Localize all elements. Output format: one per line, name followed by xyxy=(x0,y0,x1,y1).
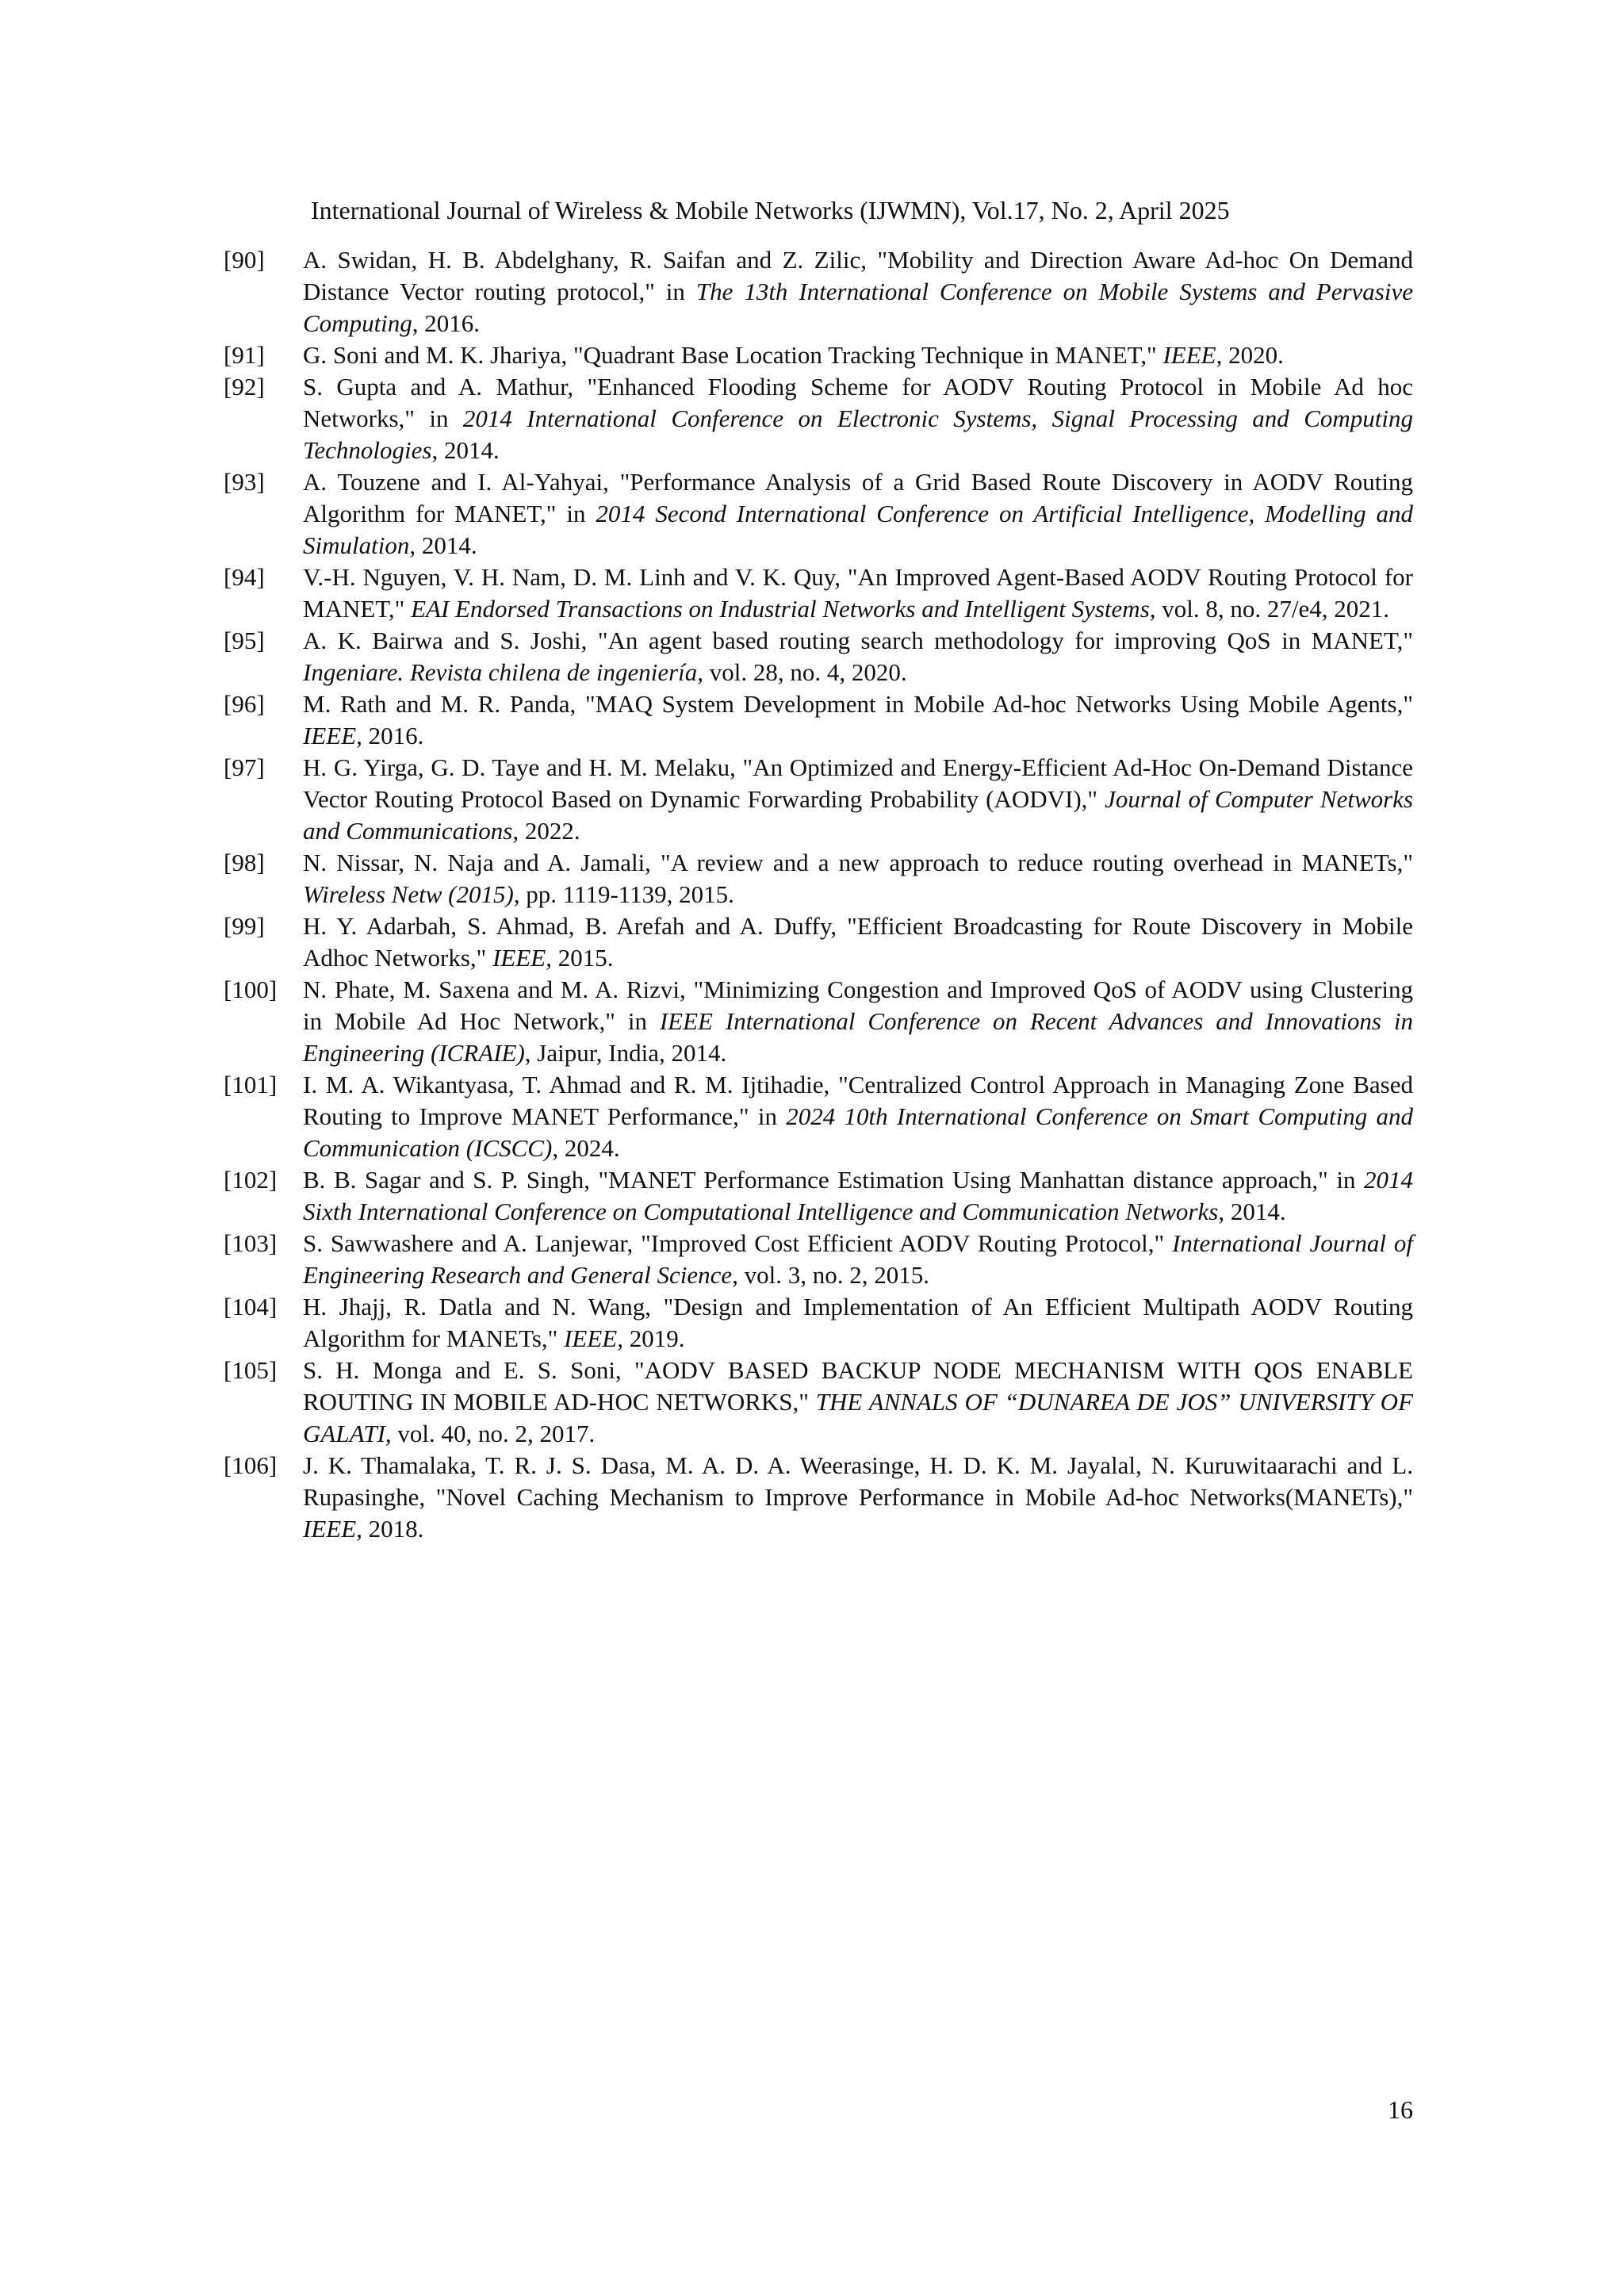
reference-text xyxy=(303,1228,1413,1291)
reference-entry xyxy=(224,562,1413,625)
reference-segment: 2022. xyxy=(519,817,580,845)
reference-entry xyxy=(224,1228,1413,1291)
reference-segment: 2015. xyxy=(551,944,614,972)
reference-number: [92] xyxy=(224,373,265,401)
reference-venue: Ingeniare. Revista chilena de ingeniería, xyxy=(303,658,704,686)
reference-number: [98] xyxy=(224,849,265,876)
reference-segment: S. Gupta and A. Mathur, "Enhanced Flooding Scheme for AODV Routing Protocol in Mobile Ad hoc Networks," in xyxy=(303,373,1413,432)
reference-entry xyxy=(224,466,1413,562)
reference-segment: vol. 8, no. 27/e4, 2021. xyxy=(1155,595,1390,623)
reference-segment: , 2014. xyxy=(409,531,477,559)
reference-venue: 2014 Sixth International Conference on Computational Intelligence and Communication Networks xyxy=(303,1166,1413,1225)
reference-number: [100] xyxy=(224,976,278,1003)
reference-segment: H. Jhajj, R. Datla and N. Wang, "Design and Implementation of An Efficient Multipath AODV Routing Algorithm for MANETs," xyxy=(303,1293,1413,1352)
reference-text xyxy=(303,1069,1413,1164)
reference-text xyxy=(303,752,1413,847)
reference-segment: H. Y. Adarbah, S. Ahmad, B. Arefah and A. Duffy, "Efficient Broadcasting for Route Discovery in Mobile Adhoc Networks," xyxy=(303,912,1413,972)
reference-number: [103] xyxy=(224,1229,278,1257)
reference-venue: Journal of Computer Networks and Communications, xyxy=(303,785,1414,845)
reference-segment: N. Nissar, N. Naja and A. Jamali, "A review and a new approach to reduce routing overhead in MANETs," xyxy=(303,849,1413,876)
reference-number: [94] xyxy=(224,563,265,591)
reference-venue: 2014 Second International Conference on Artificial Intelligence, Modelling and Simulation xyxy=(303,500,1413,559)
reference-segment: J. K. Thamalaka, T. R. J. S. Dasa, M. A. D. A. Weerasinge, H. D. K. M. Jayalal, N. Kuruwitaarachi and L. Rupasinghe, "Novel Caching Mechanism to Improve Performance in Mobile Ad-hoc Networks(MANETs)," xyxy=(303,1451,1413,1511)
reference-segment: A. K. Bairwa and S. Joshi, "An agent based routing search methodology for improving QoS in MANET," xyxy=(303,627,1413,654)
reference-number: [104] xyxy=(224,1293,278,1320)
reference-text xyxy=(303,625,1413,688)
reference-number: [96] xyxy=(224,690,265,718)
reference-number: [90] xyxy=(224,246,265,274)
reference-text xyxy=(303,1355,1413,1450)
reference-segment: , 2016. xyxy=(412,309,481,337)
reference-number: [102] xyxy=(224,1166,278,1194)
reference-segment: 2016. xyxy=(362,722,424,749)
reference-venue: IEEE International Conference on Recent Advances and Innovations in Engineering (ICRAIE) xyxy=(303,1007,1413,1067)
reference-venue: IEEE, xyxy=(303,1515,362,1543)
reference-entry xyxy=(224,1291,1413,1355)
reference-text xyxy=(303,688,1413,752)
reference-segment: 2020. xyxy=(1222,341,1284,369)
reference-venue: IEEE, xyxy=(564,1324,623,1352)
reference-segment: vol. 40, no. 2, 2017. xyxy=(391,1420,596,1447)
reference-segment: , 2014. xyxy=(1218,1198,1286,1225)
reference-number: [93] xyxy=(224,468,265,496)
reference-number: [101] xyxy=(224,1071,278,1098)
reference-venue: The 13th International Conference on Mobile Systems and Pervasive Computing xyxy=(303,278,1413,337)
reference-entry xyxy=(224,847,1413,910)
reference-text xyxy=(303,562,1413,625)
reference-segment: pp. 1119-1139, 2015. xyxy=(519,880,734,908)
reference-segment: N. Phate, M. Saxena and M. A. Rizvi, "Minimizing Congestion and Improved QoS of AODV using Clustering in Mobile Ad Hoc Network," in xyxy=(303,976,1413,1035)
reference-entry xyxy=(224,1164,1413,1228)
reference-text xyxy=(303,244,1413,339)
running-header: International Journal of Wireless & Mobile Networks (IJWMN), Vol.17, No. 2, April 2025 xyxy=(311,196,1230,224)
reference-list xyxy=(224,244,1413,1545)
reference-venue: EAI Endorsed Transactions on Industrial Networks and Intelligent Systems, xyxy=(411,595,1156,623)
reference-number: [97] xyxy=(224,753,265,781)
reference-venue: THE ANNALS OF “DUNAREA DE JOS” UNIVERSITY OF GALATI, xyxy=(303,1388,1413,1447)
reference-number: [106] xyxy=(224,1451,278,1479)
reference-text xyxy=(303,910,1413,974)
reference-segment: 2018. xyxy=(362,1515,424,1543)
reference-entry xyxy=(224,752,1413,847)
reference-segment: vol. 3, no. 2, 2015. xyxy=(737,1261,930,1289)
reference-segment: M. Rath and M. R. Panda, "MAQ System Development in Mobile Ad-hoc Networks Using Mobile Agents," xyxy=(303,690,1413,718)
reference-entry xyxy=(224,910,1413,974)
reference-segment: I. M. A. Wikantyasa, T. Ahmad and R. M. Ijtihadie, "Centralized Control Approach in Managing Zone Based Routing to Improve MANET Performance," in xyxy=(303,1071,1413,1130)
reference-segment: G. Soni and M. K. Jhariya, "Quadrant Base Location Tracking Technique in MANET," xyxy=(303,341,1163,369)
reference-segment: S. H. Monga and E. S. Soni, "AODV BASED BACKUP NODE MECHANISM WITH QOS ENABLE ROUTING IN MOBILE AD-HOC NETWORKS," xyxy=(303,1356,1413,1416)
reference-segment: S. Sawwashere and A. Lanjewar, "Improved Cost Efficient AODV Routing Protocol," xyxy=(303,1229,1173,1257)
reference-segment: H. G. Yirga, G. D. Taye and H. M. Melaku, "An Optimized and Energy-Efficient Ad-Hoc On-Demand Distance Vector Routing Protocol Based on Dynamic Forwarding Probability (AODVI)," xyxy=(303,753,1413,813)
reference-entry xyxy=(224,688,1413,752)
reference-segment: A. Swidan, H. B. Abdelghany, R. Saifan and Z. Zilic, "Mobility and Direction Aware Ad-hoc On Demand Distance Vector routing protocol," in xyxy=(303,246,1413,305)
reference-entry xyxy=(224,244,1413,339)
reference-venue: Wireless Netw (2015), xyxy=(303,880,520,908)
reference-venue: 2014 International Conference on Electronic Systems, Signal Processing and Computing Technologies xyxy=(303,404,1413,464)
reference-number: [91] xyxy=(224,341,265,369)
reference-entry xyxy=(224,371,1413,466)
reference-segment: A. Touzene and I. Al-Yahyai, "Performance Analysis of a Grid Based Route Discovery in AODV Routing Algorithm for MANET," in xyxy=(303,468,1413,527)
reference-segment: V.-H. Nguyen, V. H. Nam, D. M. Linh and V. K. Quy, "An Improved Agent-Based AODV Routing Protocol for MANET," xyxy=(303,563,1413,623)
reference-venue: International Journal of Engineering Research and General Science, xyxy=(303,1229,1413,1289)
reference-entry xyxy=(224,974,1413,1069)
reference-number: [105] xyxy=(224,1356,278,1384)
reference-entry xyxy=(224,625,1413,688)
page-number: 16 xyxy=(1388,2095,1413,2124)
reference-entry xyxy=(224,1450,1413,1545)
reference-segment: , Jaipur, India, 2014. xyxy=(524,1039,727,1067)
reference-number: [95] xyxy=(224,627,265,654)
reference-venue: 2024 10th International Conference on Smart Computing and Communication (ICSCC) xyxy=(303,1102,1414,1162)
reference-venue: IEEE, xyxy=(303,722,362,749)
reference-segment: , 2024. xyxy=(552,1134,620,1162)
reference-venue: IEEE, xyxy=(1162,341,1223,369)
reference-venue: IEEE, xyxy=(492,944,552,972)
reference-segment: B. B. Sagar and S. P. Singh, "MANET Performance Estimation Using Manhattan distance approach," in xyxy=(303,1166,1364,1194)
reference-entry xyxy=(224,339,1413,371)
reference-number: [99] xyxy=(224,912,265,940)
reference-text xyxy=(303,371,1413,466)
reference-text xyxy=(303,339,1413,371)
reference-text xyxy=(303,1291,1413,1355)
reference-entry xyxy=(224,1355,1413,1450)
reference-text xyxy=(303,1450,1413,1545)
reference-text xyxy=(303,1164,1413,1228)
reference-segment: 2019. xyxy=(622,1324,685,1352)
reference-entry xyxy=(224,1069,1413,1164)
reference-text xyxy=(303,847,1413,910)
reference-text xyxy=(303,974,1413,1069)
reference-segment: vol. 28, no. 4, 2020. xyxy=(703,658,907,686)
reference-text xyxy=(303,466,1413,562)
reference-segment: , 2014. xyxy=(431,436,500,464)
